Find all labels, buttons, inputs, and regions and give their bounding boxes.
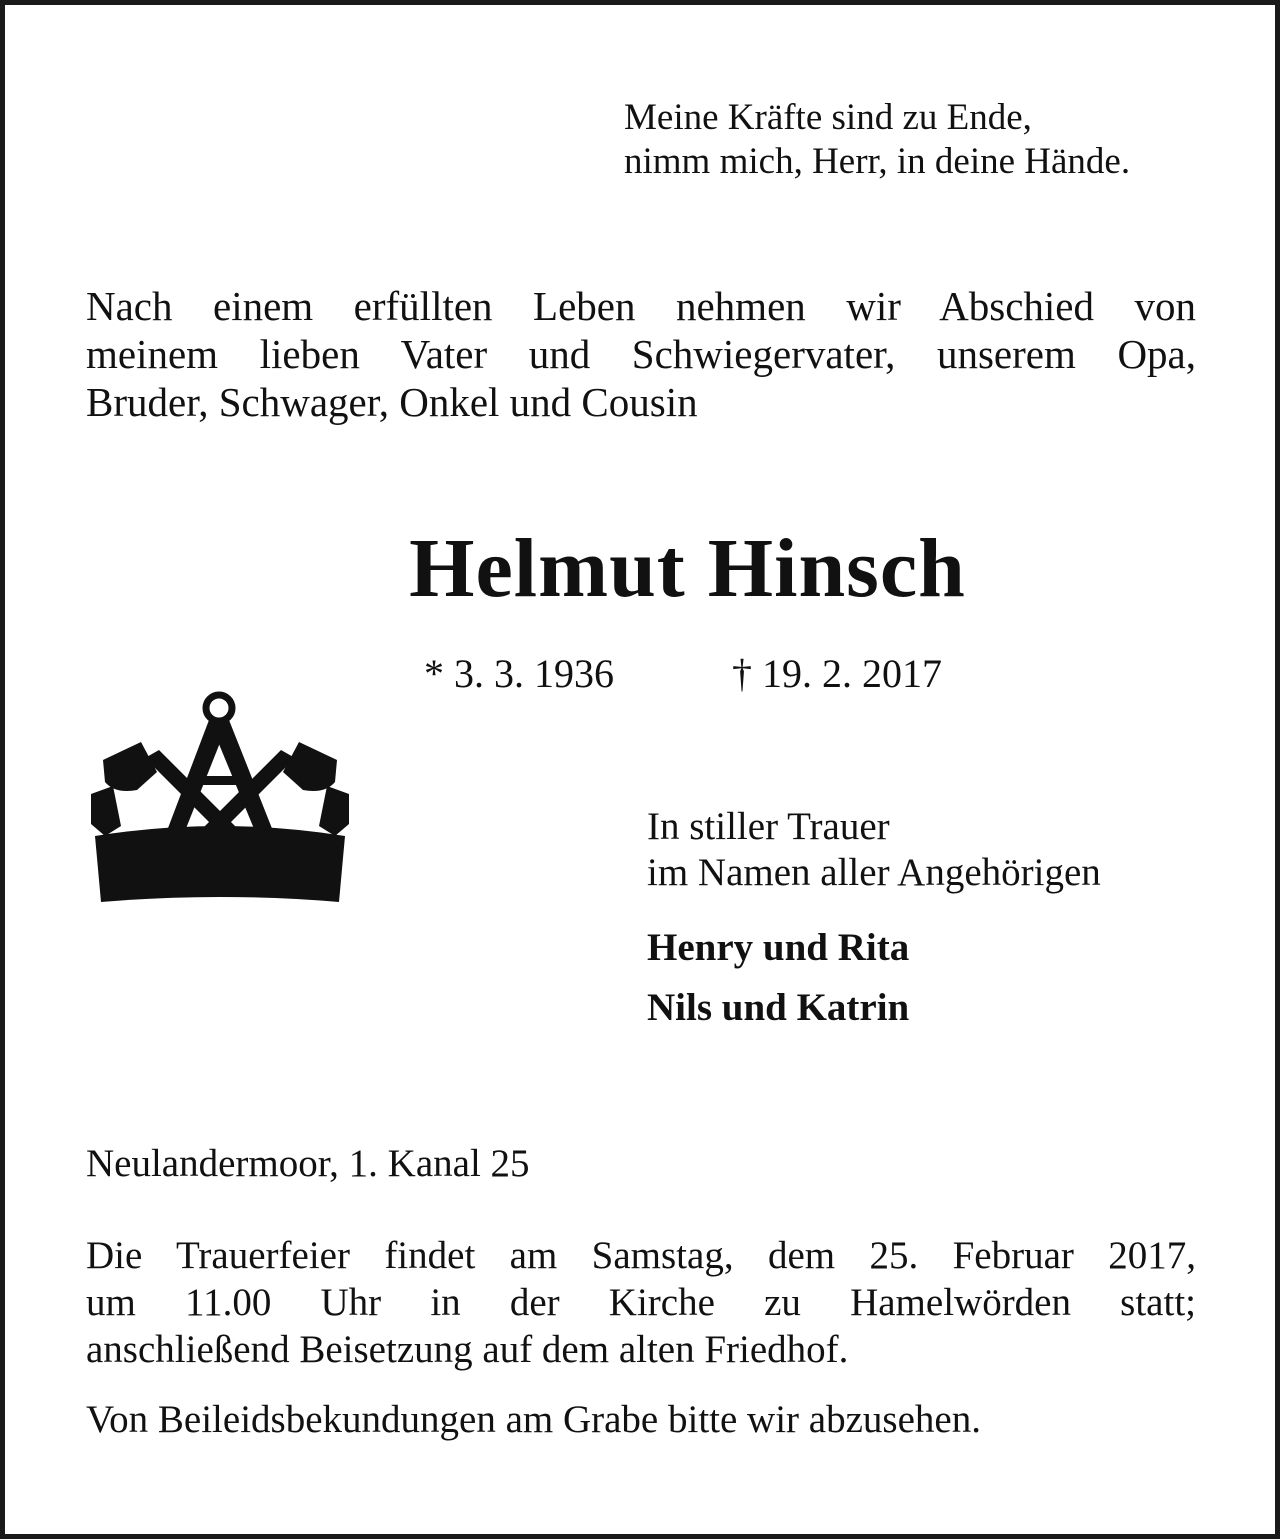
intro-line-1: Nach einem erfüllten Leben nehmen wir Abschied von xyxy=(86,283,1196,329)
intro-line-3: Bruder, Schwager, Onkel und Cousin xyxy=(86,379,698,425)
deceased-name: Helmut Hinsch xyxy=(409,522,966,615)
service-line-3: anschließend Beisetzung auf dem alten Friedhof. xyxy=(86,1328,849,1371)
service-line-1: Die Trauerfeier findet am Samstag, dem 25. Februar 2017, xyxy=(86,1234,1196,1277)
verse-line-1: Meine Kräfte sind zu Ende, xyxy=(624,97,1032,138)
closing-note: Von Beileidsbekundungen am Grabe bitte wir abzusehen. xyxy=(86,1398,981,1441)
guild-crown-icon xyxy=(85,686,355,916)
address: Neulandermoor, 1. Kanal 25 xyxy=(86,1142,530,1185)
family-line-1: Henry und Rita xyxy=(647,926,910,969)
service-line-2: um 11.00 Uhr in der Kirche zu Hamelwörden statt; xyxy=(86,1281,1196,1324)
death-date: † 19. 2. 2017 xyxy=(732,651,942,696)
mourners-line-1: In stiller Trauer xyxy=(647,805,890,848)
family-line-2: Nils und Katrin xyxy=(647,986,910,1029)
intro-line-2: meinem lieben Vater und Schwiegervater, unserem Opa, xyxy=(86,331,1196,377)
mourners-line-2: im Namen aller Angehörigen xyxy=(647,851,1101,894)
birth-date: * 3. 3. 1936 xyxy=(424,651,614,696)
verse-line-2: nimm mich, Herr, in deine Hände. xyxy=(624,141,1131,182)
